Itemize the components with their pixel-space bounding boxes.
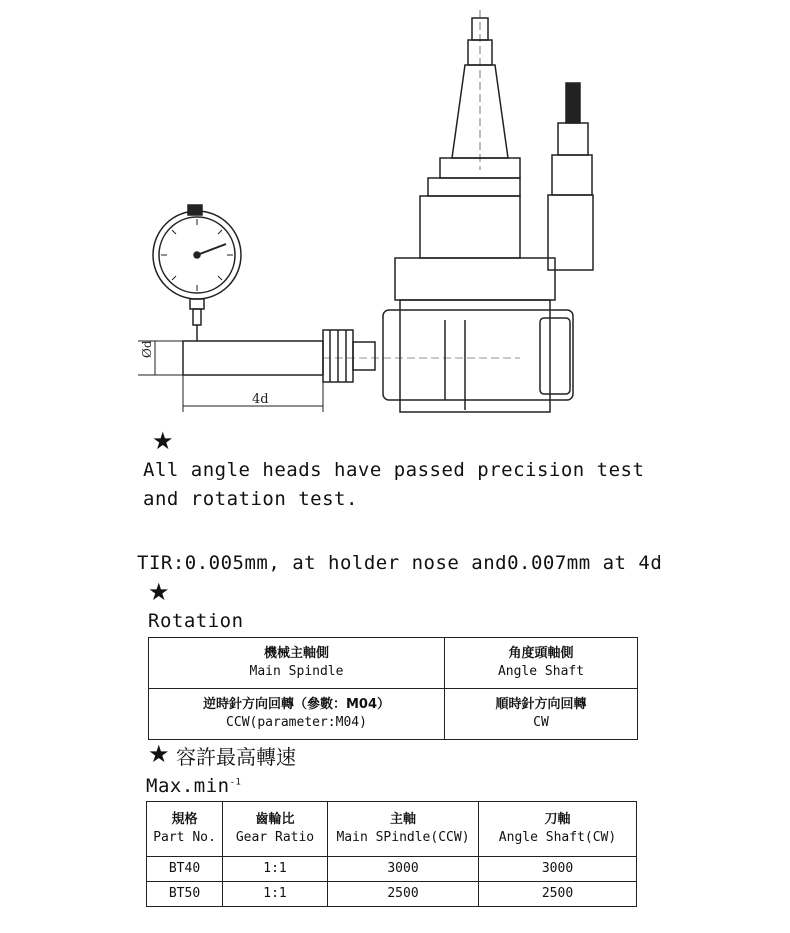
star-icon: ★ (148, 578, 170, 606)
header-angle-shaft: 刀軸 Angle Shaft(CW) (479, 802, 637, 857)
test-bar (183, 341, 520, 375)
main-spindle-header: 機械主軸側 Main Spindle (149, 638, 445, 689)
table-row: BT50 1:1 2500 2500 (147, 882, 637, 907)
max-speed-table (146, 801, 637, 907)
length-dimension-label: 4d (252, 392, 269, 407)
rotation-table (148, 637, 638, 740)
header-part-no: 規格 Part No. (147, 802, 223, 857)
star-icon: ★ (152, 427, 174, 455)
main-spindle-direction: 逆時針方向回轉（參數：M04） CCW(parameter:M04) (149, 689, 445, 740)
tir-text: TIR:0.005mm, at holder nose and0.007mm at 4d (137, 552, 663, 574)
table-row: BT40 1:1 3000 3000 (147, 857, 637, 882)
angle-head-technical-drawing (0, 0, 790, 420)
precision-text-line2: and rotation test. (143, 488, 358, 510)
angle-shaft-direction: 順時針方向回轉 CW (445, 689, 638, 740)
dimension-lines (138, 341, 323, 412)
angle-head-body (383, 178, 573, 412)
precision-text-line1: All angle heads have passed precision test (143, 459, 645, 481)
header-main-spindle: 主軸 Main SPindle(CCW) (328, 802, 479, 857)
star-icon: ★ (148, 740, 170, 768)
stop-block (548, 83, 593, 270)
header-gear-ratio: 齒輪比 Gear Ratio (223, 802, 328, 857)
collet-nut (323, 330, 375, 382)
max-speed-title: 容許最高轉速 (176, 745, 296, 769)
bt-taper-holder (440, 10, 520, 178)
angle-shaft-header: 角度頭軸側 Angle Shaft (445, 638, 638, 689)
max-speed-unit: $Max.\min^{-1}$ (146, 775, 242, 797)
diameter-dimension-label: Ød (140, 340, 154, 358)
dial-indicator-gauge (153, 205, 241, 341)
rotation-title: Rotation (148, 610, 244, 632)
